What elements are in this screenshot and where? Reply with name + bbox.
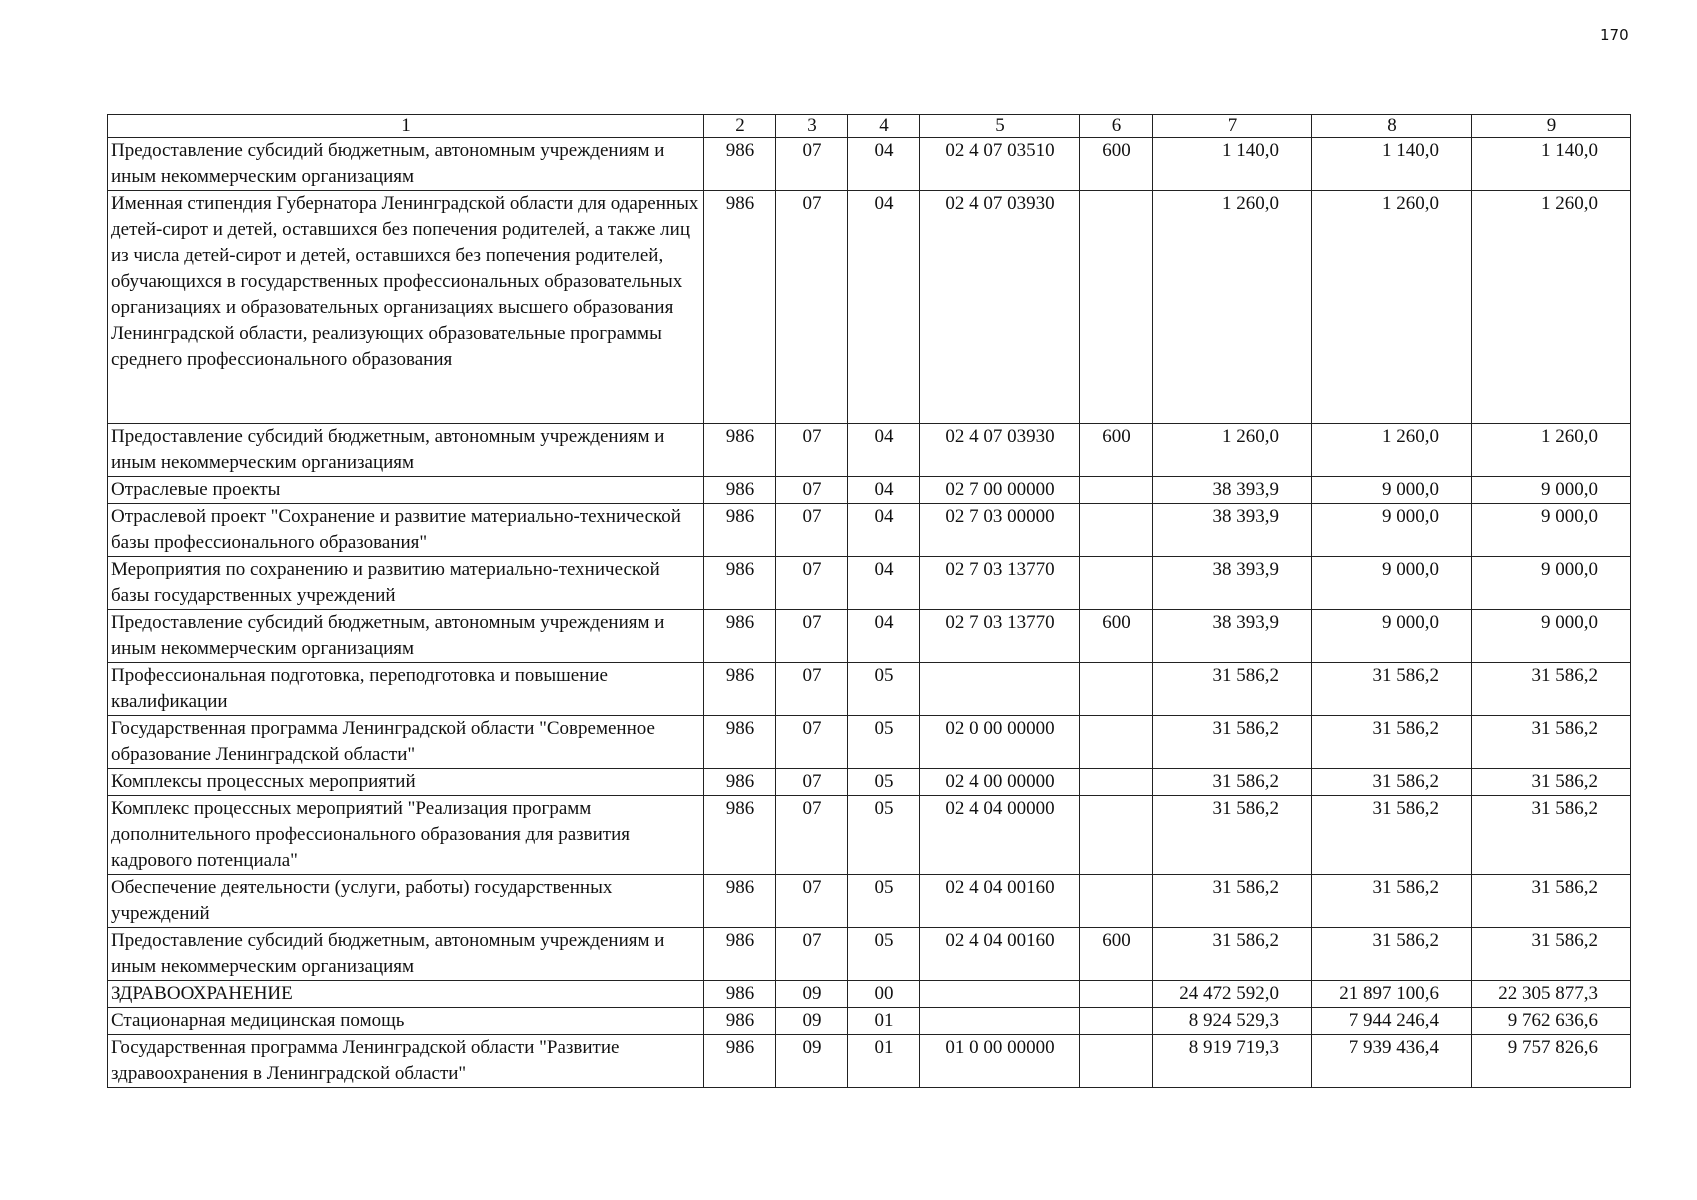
grbs-code-cell: 986 bbox=[704, 191, 776, 424]
amount-year2-cell: 1 140,0 bbox=[1312, 138, 1472, 191]
amount-year2-cell: 31 586,2 bbox=[1312, 928, 1472, 981]
expense-type-cell bbox=[1080, 769, 1153, 796]
item-name-cell: Предоставление субсидий бюджетным, автономным учреждениям и иным некоммерческим организациям bbox=[108, 928, 704, 981]
item-name-cell: Отраслевые проекты bbox=[108, 477, 704, 504]
section-code-cell: 09 bbox=[776, 1035, 848, 1088]
target-article-cell: 02 7 03 13770 bbox=[920, 610, 1080, 663]
expense-type-cell bbox=[1080, 981, 1153, 1008]
item-name-cell: Предоставление субсидий бюджетным, автономным учреждениям и иным некоммерческим организациям bbox=[108, 424, 704, 477]
item-name-cell: Мероприятия по сохранению и развитию материально-технической базы государственных учреждений bbox=[108, 557, 704, 610]
amount-year2-cell: 7 944 246,4 bbox=[1312, 1008, 1472, 1035]
amount-year2-cell: 31 586,2 bbox=[1312, 769, 1472, 796]
section-code-cell: 09 bbox=[776, 1008, 848, 1035]
table-row bbox=[108, 928, 1631, 981]
section-code-cell: 07 bbox=[776, 875, 848, 928]
item-name-cell: Именная стипендия Губернатора Ленинградской области для одаренных детей-сирот и детей, оставшихся без попечения родителей, а также лиц из числа детей-сирот и детей, оставшихся без попечения родителей, обучающихся в государственных профессиональных образовательных организациях и образовательных организациях высшего образования Ленинградской области, реализующих образовательные программы среднего профессионального образования bbox=[108, 191, 704, 424]
section-code-cell: 07 bbox=[776, 610, 848, 663]
amount-year1-cell: 8 924 529,3 bbox=[1153, 1008, 1312, 1035]
amount-year3-cell: 1 260,0 bbox=[1472, 424, 1631, 477]
amount-year3-cell: 1 260,0 bbox=[1472, 191, 1631, 424]
amount-year3-cell: 9 000,0 bbox=[1472, 477, 1631, 504]
item-name-cell: Предоставление субсидий бюджетным, автономным учреждениям и иным некоммерческим организациям bbox=[108, 610, 704, 663]
amount-year1-cell: 31 586,2 bbox=[1153, 875, 1312, 928]
table-row bbox=[108, 138, 1631, 191]
grbs-code-cell: 986 bbox=[704, 928, 776, 981]
page-number: 170 bbox=[1600, 26, 1629, 44]
amount-year3-cell: 31 586,2 bbox=[1472, 796, 1631, 875]
section-code-cell: 07 bbox=[776, 557, 848, 610]
target-article-cell: 02 7 00 00000 bbox=[920, 477, 1080, 504]
subsection-code-cell: 04 bbox=[848, 557, 920, 610]
item-name-cell: Государственная программа Ленинградской области "Развитие здравоохранения в Ленинградской области" bbox=[108, 1035, 704, 1088]
subsection-code-cell: 05 bbox=[848, 716, 920, 769]
subsection-code-cell: 05 bbox=[848, 875, 920, 928]
amount-year1-cell: 31 586,2 bbox=[1153, 928, 1312, 981]
section-code-cell: 07 bbox=[776, 504, 848, 557]
target-article-cell: 02 7 03 00000 bbox=[920, 504, 1080, 557]
amount-year1-cell: 24 472 592,0 bbox=[1153, 981, 1312, 1008]
amount-year3-cell: 9 762 636,6 bbox=[1472, 1008, 1631, 1035]
expense-type-cell bbox=[1080, 1008, 1153, 1035]
grbs-code-cell: 986 bbox=[704, 1035, 776, 1088]
target-article-cell bbox=[920, 1008, 1080, 1035]
amount-year3-cell: 31 586,2 bbox=[1472, 716, 1631, 769]
expense-type-cell bbox=[1080, 504, 1153, 557]
table-row bbox=[108, 796, 1631, 875]
item-name-cell: Стационарная медицинская помощь bbox=[108, 1008, 704, 1035]
table-row bbox=[108, 875, 1631, 928]
amount-year1-cell: 38 393,9 bbox=[1153, 610, 1312, 663]
target-article-cell: 02 4 04 00000 bbox=[920, 796, 1080, 875]
amount-year3-cell: 31 586,2 bbox=[1472, 663, 1631, 716]
subsection-code-cell: 04 bbox=[848, 424, 920, 477]
grbs-code-cell: 986 bbox=[704, 716, 776, 769]
subsection-code-cell: 04 bbox=[848, 138, 920, 191]
item-name-cell: Профессиональная подготовка, переподготовка и повышение квалификации bbox=[108, 663, 704, 716]
amount-year3-cell: 31 586,2 bbox=[1472, 875, 1631, 928]
amount-year3-cell: 22 305 877,3 bbox=[1472, 981, 1631, 1008]
expense-type-cell bbox=[1080, 477, 1153, 504]
item-name-cell: Отраслевой проект "Сохранение и развитие материально-технической базы профессионального образования" bbox=[108, 504, 704, 557]
subsection-code-cell: 05 bbox=[848, 796, 920, 875]
table-row bbox=[108, 557, 1631, 610]
amount-year3-cell: 31 586,2 bbox=[1472, 769, 1631, 796]
subsection-code-cell: 05 bbox=[848, 769, 920, 796]
target-article-cell bbox=[920, 981, 1080, 1008]
grbs-code-cell: 986 bbox=[704, 875, 776, 928]
amount-year2-cell: 31 586,2 bbox=[1312, 875, 1472, 928]
expense-type-cell: 600 bbox=[1080, 138, 1153, 191]
subsection-code-cell: 04 bbox=[848, 610, 920, 663]
table-row bbox=[108, 981, 1631, 1008]
amount-year3-cell: 31 586,2 bbox=[1472, 928, 1631, 981]
grbs-code-cell: 986 bbox=[704, 981, 776, 1008]
table-row bbox=[108, 716, 1631, 769]
section-code-cell: 07 bbox=[776, 191, 848, 424]
table-header-row bbox=[108, 115, 1631, 138]
amount-year1-cell: 38 393,9 bbox=[1153, 557, 1312, 610]
expense-type-cell: 600 bbox=[1080, 610, 1153, 663]
expense-type-cell bbox=[1080, 191, 1153, 424]
grbs-code-cell: 986 bbox=[704, 477, 776, 504]
amount-year1-cell: 31 586,2 bbox=[1153, 716, 1312, 769]
header-cell: 3 bbox=[776, 115, 848, 138]
amount-year2-cell: 7 939 436,4 bbox=[1312, 1035, 1472, 1088]
amount-year2-cell: 9 000,0 bbox=[1312, 504, 1472, 557]
amount-year1-cell: 1 260,0 bbox=[1153, 424, 1312, 477]
table-row bbox=[108, 663, 1631, 716]
expense-type-cell bbox=[1080, 663, 1153, 716]
header-cell: 6 bbox=[1080, 115, 1153, 138]
amount-year1-cell: 38 393,9 bbox=[1153, 477, 1312, 504]
expense-type-cell: 600 bbox=[1080, 424, 1153, 477]
table-row bbox=[108, 424, 1631, 477]
amount-year2-cell: 31 586,2 bbox=[1312, 796, 1472, 875]
subsection-code-cell: 05 bbox=[848, 663, 920, 716]
amount-year1-cell: 31 586,2 bbox=[1153, 796, 1312, 875]
expense-type-cell bbox=[1080, 875, 1153, 928]
table-row bbox=[108, 1035, 1631, 1088]
item-name-cell: Обеспечение деятельности (услуги, работы) государственных учреждений bbox=[108, 875, 704, 928]
item-name-cell: Государственная программа Ленинградской области "Современное образование Ленинградской области" bbox=[108, 716, 704, 769]
section-code-cell: 07 bbox=[776, 928, 848, 981]
amount-year2-cell: 31 586,2 bbox=[1312, 663, 1472, 716]
section-code-cell: 07 bbox=[776, 138, 848, 191]
grbs-code-cell: 986 bbox=[704, 504, 776, 557]
header-cell: 4 bbox=[848, 115, 920, 138]
subsection-code-cell: 04 bbox=[848, 477, 920, 504]
amount-year1-cell: 1 260,0 bbox=[1153, 191, 1312, 424]
table-row bbox=[108, 477, 1631, 504]
section-code-cell: 07 bbox=[776, 424, 848, 477]
header-cell: 9 bbox=[1472, 115, 1631, 138]
target-article-cell: 02 4 07 03510 bbox=[920, 138, 1080, 191]
target-article-cell: 01 0 00 00000 bbox=[920, 1035, 1080, 1088]
item-name-cell: Комплексы процессных мероприятий bbox=[108, 769, 704, 796]
amount-year3-cell: 1 140,0 bbox=[1472, 138, 1631, 191]
header-cell: 2 bbox=[704, 115, 776, 138]
subsection-code-cell: 04 bbox=[848, 504, 920, 557]
subsection-code-cell: 00 bbox=[848, 981, 920, 1008]
item-name-cell: Предоставление субсидий бюджетным, автономным учреждениям и иным некоммерческим организациям bbox=[108, 138, 704, 191]
amount-year2-cell: 21 897 100,6 bbox=[1312, 981, 1472, 1008]
amount-year2-cell: 9 000,0 bbox=[1312, 477, 1472, 504]
subsection-code-cell: 01 bbox=[848, 1008, 920, 1035]
table-row bbox=[108, 610, 1631, 663]
amount-year1-cell: 1 140,0 bbox=[1153, 138, 1312, 191]
grbs-code-cell: 986 bbox=[704, 557, 776, 610]
amount-year1-cell: 31 586,2 bbox=[1153, 769, 1312, 796]
grbs-code-cell: 986 bbox=[704, 138, 776, 191]
amount-year2-cell: 9 000,0 bbox=[1312, 610, 1472, 663]
amount-year2-cell: 31 586,2 bbox=[1312, 716, 1472, 769]
section-code-cell: 07 bbox=[776, 477, 848, 504]
target-article-cell: 02 7 03 13770 bbox=[920, 557, 1080, 610]
grbs-code-cell: 986 bbox=[704, 796, 776, 875]
target-article-cell: 02 0 00 00000 bbox=[920, 716, 1080, 769]
item-name-cell: Комплекс процессных мероприятий "Реализация программ дополнительного профессионального образования для развития кадрового потенциала" bbox=[108, 796, 704, 875]
subsection-code-cell: 01 bbox=[848, 1035, 920, 1088]
amount-year2-cell: 1 260,0 bbox=[1312, 424, 1472, 477]
amount-year2-cell: 9 000,0 bbox=[1312, 557, 1472, 610]
grbs-code-cell: 986 bbox=[704, 663, 776, 716]
target-article-cell: 02 4 04 00160 bbox=[920, 928, 1080, 981]
table-row bbox=[108, 191, 1631, 424]
header-cell: 7 bbox=[1153, 115, 1312, 138]
table-row bbox=[108, 769, 1631, 796]
amount-year1-cell: 8 919 719,3 bbox=[1153, 1035, 1312, 1088]
header-cell: 5 bbox=[920, 115, 1080, 138]
amount-year3-cell: 9 757 826,6 bbox=[1472, 1035, 1631, 1088]
amount-year3-cell: 9 000,0 bbox=[1472, 504, 1631, 557]
target-article-cell: 02 4 07 03930 bbox=[920, 191, 1080, 424]
section-code-cell: 07 bbox=[776, 663, 848, 716]
subsection-code-cell: 05 bbox=[848, 928, 920, 981]
header-cell: 8 bbox=[1312, 115, 1472, 138]
item-name-cell: ЗДРАВООХРАНЕНИЕ bbox=[108, 981, 704, 1008]
grbs-code-cell: 986 bbox=[704, 1008, 776, 1035]
amount-year3-cell: 9 000,0 bbox=[1472, 557, 1631, 610]
grbs-code-cell: 986 bbox=[704, 769, 776, 796]
section-code-cell: 07 bbox=[776, 769, 848, 796]
expense-type-cell: 600 bbox=[1080, 928, 1153, 981]
target-article-cell: 02 4 04 00160 bbox=[920, 875, 1080, 928]
expense-type-cell bbox=[1080, 1035, 1153, 1088]
expense-type-cell bbox=[1080, 557, 1153, 610]
subsection-code-cell: 04 bbox=[848, 191, 920, 424]
header-cell: 1 bbox=[108, 115, 704, 138]
amount-year1-cell: 31 586,2 bbox=[1153, 663, 1312, 716]
amount-year2-cell: 1 260,0 bbox=[1312, 191, 1472, 424]
target-article-cell: 02 4 00 00000 bbox=[920, 769, 1080, 796]
section-code-cell: 07 bbox=[776, 716, 848, 769]
table-row bbox=[108, 504, 1631, 557]
expense-type-cell bbox=[1080, 716, 1153, 769]
amount-year3-cell: 9 000,0 bbox=[1472, 610, 1631, 663]
grbs-code-cell: 986 bbox=[704, 610, 776, 663]
expense-type-cell bbox=[1080, 796, 1153, 875]
target-article-cell: 02 4 07 03930 bbox=[920, 424, 1080, 477]
amount-year1-cell: 38 393,9 bbox=[1153, 504, 1312, 557]
target-article-cell bbox=[920, 663, 1080, 716]
grbs-code-cell: 986 bbox=[704, 424, 776, 477]
budget-table bbox=[107, 114, 1631, 1088]
table-row bbox=[108, 1008, 1631, 1035]
section-code-cell: 09 bbox=[776, 981, 848, 1008]
section-code-cell: 07 bbox=[776, 796, 848, 875]
